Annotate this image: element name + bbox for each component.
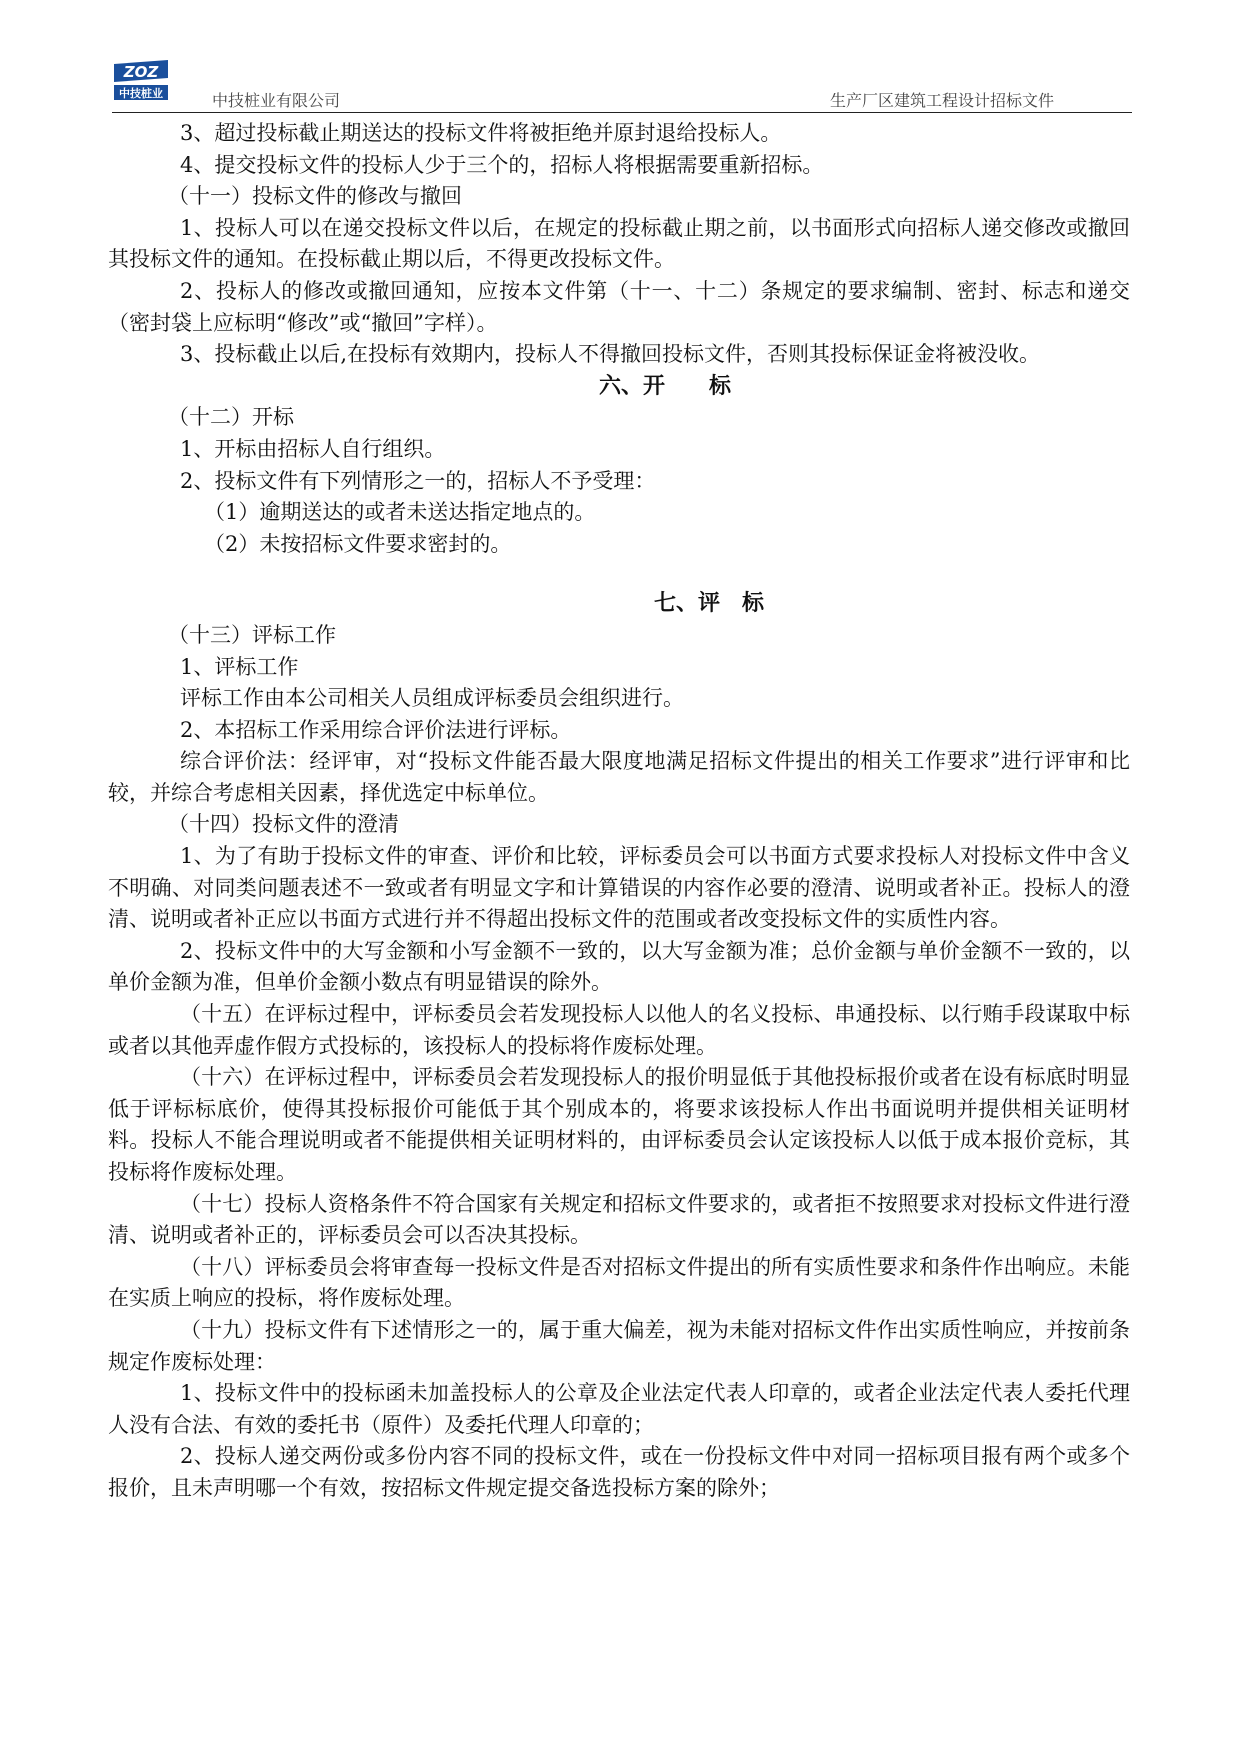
paragraph: （十八）评标委员会将审查每一投标文件是否对招标文件提出的所有实质性要求和条件作出响应。未能在实质上响应的投标，将作废标处理。 bbox=[108, 1254, 1130, 1311]
document-title: 生产厂区建筑工程设计招标文件 bbox=[829, 91, 1054, 110]
list-item: （1）逾期送达的或者未送达指定地点的。 bbox=[204, 500, 596, 525]
paragraph: 2、本招标工作采用综合评价法进行评标。 bbox=[180, 717, 572, 742]
section-heading: （十二）开标 bbox=[168, 405, 294, 430]
section-heading: （十一）投标文件的修改与撤回 bbox=[168, 184, 462, 209]
paragraph: 评标工作由本公司相关人员组成评标委员会组织进行。 bbox=[180, 686, 684, 711]
list-item: （2）未按招标文件要求密封的。 bbox=[204, 531, 512, 556]
paragraph: 1、开标由招标人自行组织。 bbox=[180, 436, 446, 461]
chapter-heading: 六、开 标 bbox=[598, 372, 731, 399]
paragraph: 1、投标人可以在递交投标文件以后，在规定的投标截止期之前，以书面形式向招标人递交修改或撤回其投标文件的通知。在投标截止期以后，不得更改投标文件。 bbox=[108, 215, 1130, 272]
paragraph: 2、投标文件有下列情形之一的，招标人不予受理： bbox=[180, 468, 656, 493]
company-name: 中技桩业有限公司 bbox=[212, 91, 341, 110]
paragraph: 综合评价法：经评审，对“投标文件能否最大限度地满足招标文件提出的相关工作要求”进行评审和比较，并综合考虑相关因素，择优选定中标单位。 bbox=[108, 749, 1130, 805]
paragraph: 2、投标文件中的大写金额和小写金额不一致的，以大写金额为准；总价金额与单价金额不一致的，以单价金额为准，但单价金额小数点有明显错误的除外。 bbox=[108, 938, 1130, 995]
paragraph: （十五）在评标过程中，评标委员会若发现投标人以他人的名义投标、串通投标、以行贿手段谋取中标或者以其他弄虚作假方式投标的，该投标人的投标将作废标处理。 bbox=[108, 1002, 1130, 1058]
chapter-heading: 七、评 标 bbox=[653, 590, 764, 617]
paragraph: 3、超过投标截止期送达的投标文件将被拒绝并原封退给投标人。 bbox=[180, 121, 782, 145]
company-logo bbox=[112, 58, 170, 102]
paragraph: （十六）在评标过程中，评标委员会若发现投标人的报价明显低于其他投标报价或者在设有标底时明显低于评标标底价，使得其投标报价可能低于其个别成本的，将要求该投标人作出书面说明并提供相关证明材料。投标人不能合理说明或者不能提供相关证明材料的，由评标委员会认定该投标人以低于成本报价竞标，其投标将作废标处理。 bbox=[108, 1065, 1130, 1184]
header-rule bbox=[112, 112, 1132, 113]
paragraph: 2、投标人递交两份或多份内容不同的投标文件，或在一份投标文件中对同一招标项目报有两个或多个报价，且未声明哪一个有效，按招标文件规定提交备选投标方案的除外； bbox=[108, 1444, 1130, 1500]
paragraph: 3、投标截止以后,在投标有效期内，投标人不得撤回投标文件，否则其投标保证金将被没收。 bbox=[180, 342, 1041, 367]
paragraph: 4、提交投标文件的投标人少于三个的，招标人将根据需要重新招标。 bbox=[180, 152, 824, 177]
paragraph: 1、评标工作 bbox=[180, 654, 299, 679]
paragraph: （十九）投标文件有下述情形之一的，属于重大偏差，视为未能对招标文件作出实质性响应，并按前条规定作废标处理： bbox=[108, 1317, 1130, 1374]
svg-text:ZOZ: ZOZ bbox=[123, 63, 159, 81]
paragraph: 1、投标文件中的投标函未加盖投标人的公章及企业法定代表人印章的，或者企业法定代表人委托代理人没有合法、有效的委托书（原件）及委托代理人印章的； bbox=[108, 1381, 1130, 1437]
svg-text:中技桩业: 中技桩业 bbox=[119, 87, 163, 100]
paragraph: 2、投标人的修改或撤回通知，应按本文件第（十一、十二）条规定的要求编制、密封、标志和递交（密封袋上应标明“修改”或“撤回”字样）。 bbox=[108, 278, 1130, 335]
paragraph: 1、为了有助于投标文件的审查、评价和比较，评标委员会可以书面方式要求投标人对投标文件中含义不明确、对同类问题表述不一致或者有明显文字和计算错误的内容作必要的澄清、说明或者补正。投标人的澄清、说明或者补正应以书面方式进行并不得超出投标文件的范围或者改变投标文件的实质性内容。 bbox=[108, 844, 1130, 932]
section-heading: （十四）投标文件的澄清 bbox=[168, 812, 399, 837]
page-header bbox=[112, 58, 1132, 114]
section-heading: （十三）评标工作 bbox=[168, 622, 336, 647]
document-body bbox=[108, 118, 1130, 1505]
paragraph: （十七）投标人资格条件不符合国家有关规定和招标文件要求的，或者拒不按照要求对投标文件进行澄清、说明或者补正的，评标委员会可以否决其投标。 bbox=[108, 1191, 1130, 1248]
